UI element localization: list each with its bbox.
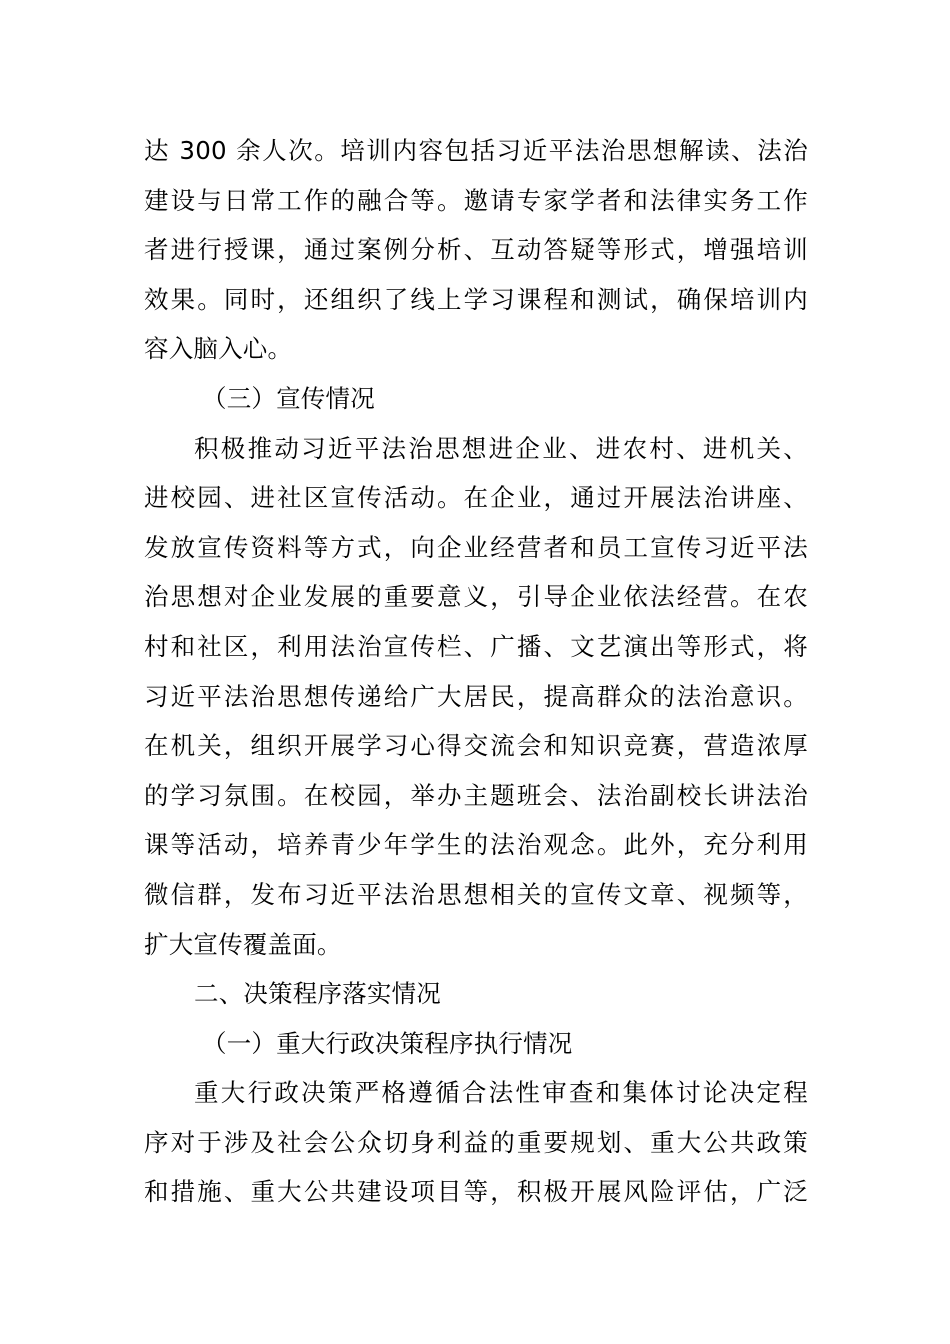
paragraph-line: 重大行政决策严格遵循合法性审查和集体讨论决定程 (194, 1078, 808, 1108)
section-heading: （三）宣传情况 (202, 383, 375, 413)
paragraph-line: 村和社区，利用法治宣传栏、广播、文艺演出等形式，将 (144, 631, 808, 661)
section-heading: （一）重大行政决策程序执行情况 (202, 1028, 573, 1058)
paragraph-line: 发放宣传资料等方式，向企业经营者和员工宣传习近平法 (144, 532, 808, 562)
paragraph-line: 积极推动习近平法治思想进企业、进农村、进机关、 (194, 433, 808, 463)
section-heading: 二、决策程序落实情况 (194, 979, 441, 1009)
paragraph-line: 微信群，发布习近平法治思想相关的宣传文章、视频等， (144, 879, 808, 909)
paragraph-line: 在机关，组织开展学习心得交流会和知识竞赛，营造浓厚 (144, 731, 808, 761)
paragraph-line: 序对于涉及社会公众切身利益的重要规划、重大公共政策 (144, 1127, 808, 1157)
paragraph-line: 容入脑入心。 (144, 334, 293, 364)
paragraph-line: 习近平法治思想传递给广大居民，提高群众的法治意识。 (144, 681, 808, 711)
paragraph-line: 扩大宣传覆盖面。 (144, 929, 342, 959)
paragraph-line: 建设与日常工作的融合等。邀请专家学者和法律实务工作 (144, 185, 808, 215)
paragraph-line: 的学习氛围。在校园，举办主题班会、法治副校长讲法治 (144, 780, 808, 810)
paragraph-line: 和措施、重大公共建设项目等，积极开展风险评估，广泛 (144, 1177, 808, 1207)
paragraph-line: 课等活动，培养青少年学生的法治观念。此外，充分利用 (144, 830, 808, 860)
paragraph-line: 进校园、进社区宣传活动。在企业，通过开展法治讲座、 (144, 483, 808, 513)
document-page (144, 126, 808, 1217)
paragraph-line: 者进行授课，通过案例分析、互动答疑等形式，增强培训 (144, 235, 808, 265)
paragraph-line: 达 300 余人次。培训内容包括习近平法治思想解读、法治 (144, 136, 808, 165)
paragraph-line: 效果。同时，还组织了线上学习课程和测试，确保培训内 (144, 284, 808, 314)
paragraph-line: 治思想对企业发展的重要意义，引导企业依法经营。在农 (144, 582, 808, 612)
